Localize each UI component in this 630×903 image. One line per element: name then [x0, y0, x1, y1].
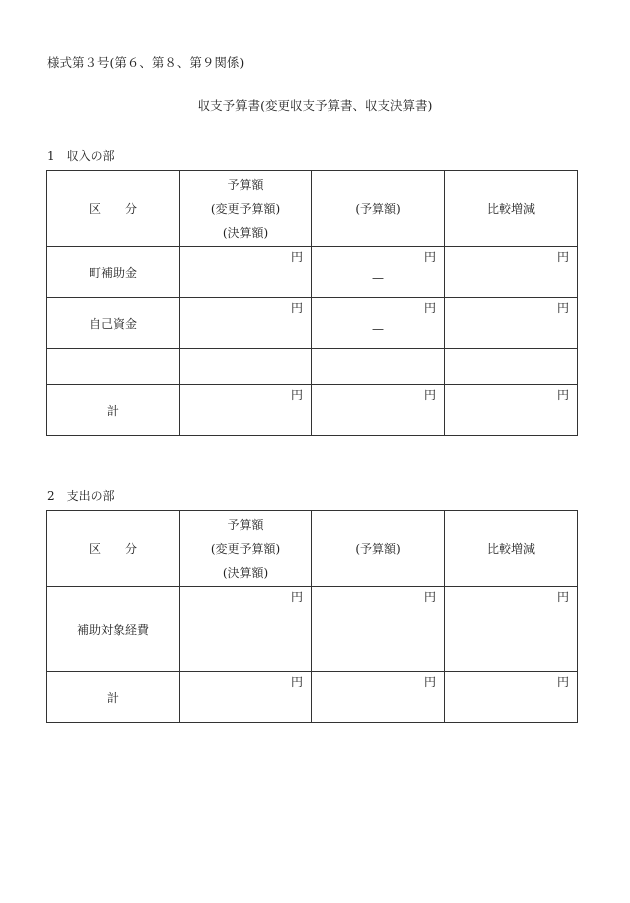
comparison-cell [445, 298, 578, 349]
budget-cell [180, 672, 312, 723]
table-row-empty [47, 349, 578, 385]
yen-unit: 円 [556, 675, 569, 689]
comparison-cell [445, 385, 578, 436]
dash-mark: — [372, 271, 384, 285]
yen-unit: 円 [556, 301, 569, 315]
header-prev-budget: (予算額) [312, 171, 445, 247]
yen-unit: 円 [556, 590, 569, 604]
budget-cell [180, 385, 312, 436]
row-label: 自己資金 [47, 298, 180, 349]
income-section-heading: 1 収入の部 [47, 149, 115, 163]
header-budget-line3: (決算額) [222, 565, 269, 580]
prev-budget-cell [312, 247, 445, 298]
expense-section-heading: 2 支出の部 [47, 489, 115, 503]
row-label [47, 349, 180, 385]
yen-unit: 円 [423, 301, 436, 315]
budget-cell [180, 587, 312, 672]
document-title: 収支予算書(変更収支予算書、収支決算書) [197, 98, 433, 113]
yen-unit: 円 [423, 590, 436, 604]
table-header-row [47, 511, 578, 587]
table-row [47, 587, 578, 672]
yen-unit: 円 [423, 250, 436, 264]
comparison-cell [445, 247, 578, 298]
yen-unit: 円 [290, 590, 303, 604]
expense-table [46, 510, 578, 723]
row-label-total: 計 [47, 672, 180, 723]
form-number: 様式第３号(第６、第８、第９関係) [47, 55, 245, 70]
yen-unit: 円 [423, 675, 436, 689]
header-budget-line3: (決算額) [222, 225, 269, 240]
row-label-total: 計 [47, 385, 180, 436]
comparison-cell [445, 587, 578, 672]
prev-budget-cell [312, 298, 445, 349]
row-label: 町補助金 [47, 247, 180, 298]
budget-cell [180, 349, 312, 385]
budget-cell [180, 247, 312, 298]
header-budget-line1: 予算額 [227, 177, 264, 192]
table-row-total [47, 385, 578, 436]
header-budget-line2: (変更予算額) [210, 201, 281, 216]
table-row-total [47, 672, 578, 723]
yen-unit: 円 [290, 675, 303, 689]
comparison-cell [445, 349, 578, 385]
budget-cell [180, 298, 312, 349]
yen-unit: 円 [556, 388, 569, 402]
header-comparison: 比較増減 [445, 511, 578, 587]
yen-unit: 円 [556, 250, 569, 264]
header-budget-line1: 予算額 [227, 517, 264, 532]
row-label: 補助対象経費 [47, 587, 180, 672]
income-table [46, 170, 578, 436]
table-header-row [47, 171, 578, 247]
header-budget-line2: (変更予算額) [210, 541, 281, 556]
prev-budget-cell [312, 672, 445, 723]
prev-budget-cell [312, 385, 445, 436]
yen-unit: 円 [290, 250, 303, 264]
header-comparison: 比較増減 [445, 171, 578, 247]
dash-mark: — [372, 322, 384, 336]
header-budget [180, 511, 312, 587]
table-row [47, 247, 578, 298]
header-prev-budget: (予算額) [312, 511, 445, 587]
prev-budget-cell [312, 587, 445, 672]
yen-unit: 円 [423, 388, 436, 402]
comparison-cell [445, 672, 578, 723]
header-budget [180, 171, 312, 247]
yen-unit: 円 [290, 301, 303, 315]
table-row [47, 298, 578, 349]
yen-unit: 円 [290, 388, 303, 402]
header-category: 区 分 [47, 171, 180, 247]
header-category: 区 分 [47, 511, 180, 587]
prev-budget-cell [312, 349, 445, 385]
